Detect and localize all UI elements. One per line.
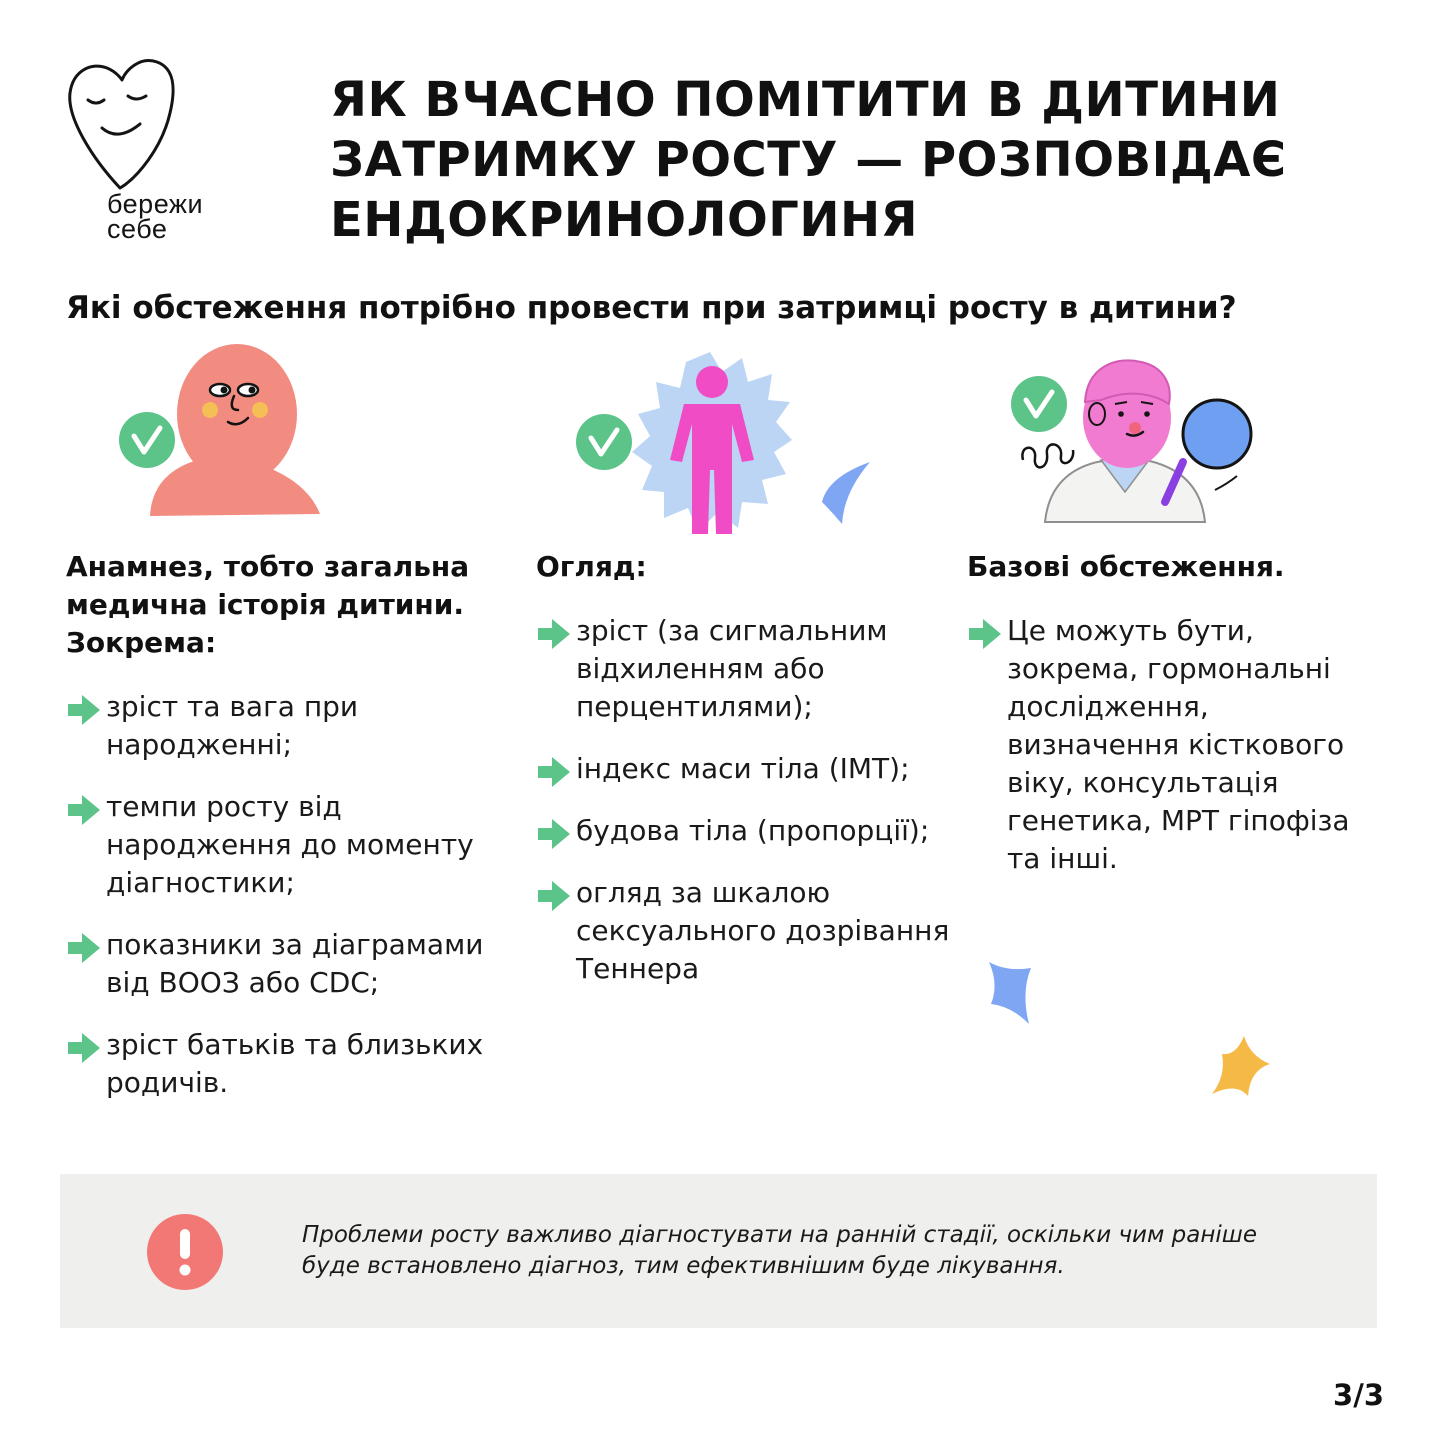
- arrow-right-icon: [967, 616, 1003, 652]
- list-item-text: показники за діаграмами від ВООЗ або CDC;: [106, 928, 484, 999]
- list-item: [536, 874, 956, 988]
- column-heading: Анамнез, тобто загальна медична історія дитини. Зокрема:: [66, 550, 470, 659]
- arrow-right-icon: [536, 878, 572, 914]
- check-circle-icon: [1011, 376, 1067, 432]
- list-item: [536, 750, 956, 788]
- sparkle-icon: [1210, 1034, 1272, 1098]
- brand-name: [107, 189, 204, 244]
- page-title: ЯК ВЧАСНО ПОМІТИТИ В ДИТИНИ ЗАТРИМКУ РОСТУ — РОЗПОВІДАЄ ЕНДОКРИНОЛОГИНЯ: [330, 72, 1287, 248]
- brand-name-line1: бережи: [107, 189, 204, 219]
- column-list: [536, 612, 956, 988]
- list-item-text: темпи росту від народження до моменту діагностики;: [106, 790, 474, 899]
- brand-name-line2: себе: [107, 214, 168, 244]
- list-item-text: зріст та вага при народженні;: [106, 690, 359, 761]
- arrow-right-icon: [66, 1030, 102, 1066]
- arrow-right-icon: [66, 792, 102, 828]
- note-text: Проблеми росту важливо діагностувати на ранній стадії, оскільки чим раніше буде встановлено діагноз, тим ефективнішим буде лікування.: [302, 1222, 1257, 1279]
- check-circle-icon: [576, 414, 632, 470]
- list-item-text: будова тіла (пропорції);: [576, 814, 930, 847]
- arrow-right-icon: [536, 816, 572, 852]
- list-item-text: індекс маси тіла (ІМТ);: [576, 752, 910, 785]
- arrow-right-icon: [66, 930, 102, 966]
- check-circle-icon: [119, 412, 175, 468]
- column-list: [66, 688, 516, 1102]
- list-item: [66, 788, 516, 902]
- column-heading: Базові обстеження.: [967, 550, 1285, 583]
- section-question: Які обстеження потрібно провести при затримці росту в дитини?: [66, 290, 1237, 326]
- arrow-right-icon: [536, 616, 572, 652]
- list-item: [536, 812, 956, 850]
- list-item: [967, 612, 1387, 878]
- arrow-right-icon: [66, 692, 102, 728]
- list-item: [66, 1026, 516, 1102]
- column-heading: Огляд:: [536, 550, 647, 583]
- list-item-text: огляд за шкалою сексуального дозрівання Теннера: [576, 876, 950, 985]
- sparkle-icon: [822, 462, 870, 524]
- list-item: [66, 688, 516, 764]
- child-face-illustration: [110, 338, 330, 528]
- doctor-magnifier-illustration: [1005, 352, 1265, 532]
- list-item-text: зріст (за сигмальним відхиленням або перцентилями);: [576, 614, 888, 723]
- column-basic-tests: [967, 548, 1387, 902]
- list-item: [536, 612, 956, 726]
- column-examination: [536, 548, 956, 1012]
- list-item-text: Це можуть бути, зокрема, гормональні дослідження, визначення кісткового віку, консультація генетика, МРТ гіпофіза та інші.: [1007, 614, 1350, 875]
- body-silhouette-illustration: [570, 352, 890, 542]
- page-indicator: 3/3: [1333, 1378, 1384, 1412]
- column-anamnesis: [66, 548, 516, 1126]
- list-item-text: зріст батьків та близьких родичів.: [106, 1028, 484, 1099]
- column-list: [967, 612, 1387, 878]
- sparkle-icon: [985, 958, 1035, 1028]
- list-item: [66, 926, 516, 1002]
- exclamation-circle-icon: [146, 1213, 224, 1291]
- arrow-right-icon: [536, 754, 572, 790]
